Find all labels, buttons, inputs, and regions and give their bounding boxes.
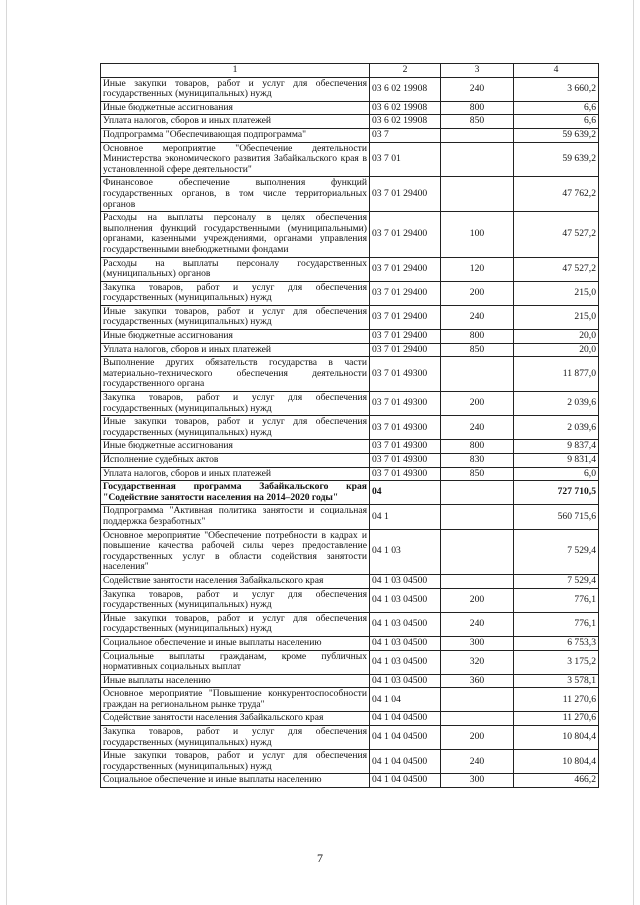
row-amount: 3 660,2 [514, 77, 599, 101]
table-row [101, 212, 599, 257]
row-name: Уплата налогов, сборов и иных платежей [101, 115, 370, 129]
table-row [101, 305, 599, 329]
row-name: Иные закупки товаров, работ и услуг для обеспечения государственных (муниципальных) нужд [101, 416, 370, 440]
row-code: 03 6 02 19908 [370, 115, 441, 129]
row-amount: 6,0 [514, 467, 599, 481]
row-expense-type [441, 574, 514, 588]
row-code: 03 6 02 19908 [370, 77, 441, 101]
table-row [101, 257, 599, 281]
table-row [101, 392, 599, 416]
row-amount: 20,0 [514, 330, 599, 344]
row-code: 03 7 01 29400 [370, 281, 441, 305]
row-code: 04 1 04 04500 [370, 750, 441, 774]
row-amount: 10 804,4 [514, 726, 599, 750]
row-expense-type: 240 [441, 750, 514, 774]
table-row [101, 101, 599, 115]
row-expense-type [441, 177, 514, 212]
row-amount: 11 270,6 [514, 688, 599, 712]
table-header-row [101, 64, 599, 78]
header-cell-2: 2 [370, 64, 441, 78]
scan-edge-right [633, 0, 634, 905]
table-row [101, 330, 599, 344]
header-cell-1: 1 [101, 64, 370, 78]
row-expense-type: 200 [441, 588, 514, 612]
row-code: 04 [370, 481, 441, 505]
table-row [101, 650, 599, 674]
row-code: 04 1 04 04500 [370, 774, 441, 788]
row-name: Основное мероприятие "Повышение конкурентоспособности граждан на региональном рынке труда" [101, 688, 370, 712]
row-expense-type [441, 481, 514, 505]
row-code: 04 1 03 [370, 529, 441, 574]
row-amount: 47 527,2 [514, 212, 599, 257]
row-expense-type [441, 142, 514, 177]
table-row [101, 416, 599, 440]
row-expense-type: 240 [441, 416, 514, 440]
row-amount: 59 639,2 [514, 128, 599, 142]
row-expense-type: 300 [441, 636, 514, 650]
table-row [101, 636, 599, 650]
row-name: Содействие занятости населения Забайкальского края [101, 574, 370, 588]
table-row [101, 750, 599, 774]
row-amount: 3 175,2 [514, 650, 599, 674]
row-expense-type: 360 [441, 674, 514, 688]
row-expense-type: 850 [441, 467, 514, 481]
table-row [101, 688, 599, 712]
row-name: Уплата налогов, сборов и иных платежей [101, 343, 370, 357]
row-code: 03 7 [370, 128, 441, 142]
row-code: 03 7 01 49300 [370, 357, 441, 392]
row-expense-type [441, 357, 514, 392]
row-amount: 7 529,4 [514, 574, 599, 588]
row-expense-type [441, 529, 514, 574]
row-amount: 7 529,4 [514, 529, 599, 574]
row-amount: 20,0 [514, 343, 599, 357]
row-name: Закупка товаров, работ и услуг для обеспечения государственных (муниципальных) нужд [101, 588, 370, 612]
row-expense-type: 200 [441, 281, 514, 305]
table-row [101, 128, 599, 142]
row-name: Уплата налогов, сборов и иных платежей [101, 467, 370, 481]
row-name: Государственная программа Забайкальского края "Содействие занятости населения на 2014–2020 годы" [101, 481, 370, 505]
scan-edge-left [6, 0, 7, 905]
row-expense-type [441, 712, 514, 726]
table-row [101, 612, 599, 636]
row-name: Расходы на выплаты персоналу в целях обеспечения выполнения функций государственными (муниципальными) органами, казенными учреждениями, органами управления государственными внебюджетными фондами [101, 212, 370, 257]
table-row [101, 529, 599, 574]
row-code: 03 7 01 29400 [370, 343, 441, 357]
row-amount: 215,0 [514, 305, 599, 329]
row-code: 03 7 01 29400 [370, 330, 441, 344]
budget-table [100, 63, 599, 788]
row-amount: 6 753,3 [514, 636, 599, 650]
row-name: Исполнение судебных актов [101, 454, 370, 468]
row-expense-type: 850 [441, 343, 514, 357]
row-name: Социальное обеспечение и иные выплаты населению [101, 636, 370, 650]
row-code: 03 7 01 29400 [370, 257, 441, 281]
row-name: Подпрограмма "Обеспечивающая подпрограмма" [101, 128, 370, 142]
row-code: 03 6 02 19908 [370, 101, 441, 115]
table-row [101, 505, 599, 529]
row-amount: 9 831,4 [514, 454, 599, 468]
table-row [101, 574, 599, 588]
row-expense-type: 800 [441, 101, 514, 115]
row-name: Закупка товаров, работ и услуг для обеспечения государственных (муниципальных) нужд [101, 726, 370, 750]
table-row [101, 142, 599, 177]
row-code: 04 1 03 04500 [370, 612, 441, 636]
row-expense-type [441, 505, 514, 529]
row-code: 04 1 04 04500 [370, 712, 441, 726]
table-row [101, 674, 599, 688]
row-code: 04 1 [370, 505, 441, 529]
table-row [101, 343, 599, 357]
row-name: Иные закупки товаров, работ и услуг для обеспечения государственных (муниципальных) нужд [101, 305, 370, 329]
row-code: 03 7 01 29400 [370, 177, 441, 212]
table-row [101, 115, 599, 129]
page-number: 7 [317, 851, 323, 865]
row-name: Основное мероприятие "Обеспечение потребности в кадрах и повышение качества рабочей силы через предоставление государственных услуг в области содействия занятости населения" [101, 529, 370, 574]
row-code: 03 7 01 49300 [370, 467, 441, 481]
row-code: 04 1 03 04500 [370, 574, 441, 588]
row-name: Иные бюджетные ассигнования [101, 440, 370, 454]
row-amount: 9 837,4 [514, 440, 599, 454]
row-code: 03 7 01 49300 [370, 440, 441, 454]
table-row [101, 77, 599, 101]
row-expense-type: 800 [441, 440, 514, 454]
row-amount: 11 877,0 [514, 357, 599, 392]
row-expense-type: 800 [441, 330, 514, 344]
row-code: 03 7 01 29400 [370, 305, 441, 329]
row-amount: 776,1 [514, 588, 599, 612]
row-expense-type: 240 [441, 305, 514, 329]
table-row [101, 588, 599, 612]
header-cell-3: 3 [441, 64, 514, 78]
row-code: 04 1 04 04500 [370, 726, 441, 750]
row-amount: 560 715,6 [514, 505, 599, 529]
row-code: 04 1 03 04500 [370, 636, 441, 650]
row-name: Иные выплаты населению [101, 674, 370, 688]
row-amount: 2 039,6 [514, 416, 599, 440]
row-code: 04 1 04 [370, 688, 441, 712]
row-amount: 2 039,6 [514, 392, 599, 416]
row-name: Иные бюджетные ассигнования [101, 330, 370, 344]
row-amount: 466,2 [514, 774, 599, 788]
row-name: Выполнение других обязательств государства в части материально-технического обеспечения деятельности государственного органа [101, 357, 370, 392]
table-row [101, 177, 599, 212]
row-amount: 47 527,2 [514, 257, 599, 281]
row-amount: 11 270,6 [514, 712, 599, 726]
row-name: Расходы на выплаты персоналу государственных (муниципальных) органов [101, 257, 370, 281]
row-expense-type: 830 [441, 454, 514, 468]
row-expense-type: 120 [441, 257, 514, 281]
row-code: 03 7 01 29400 [370, 212, 441, 257]
table-row [101, 481, 599, 505]
table-row [101, 440, 599, 454]
table-row [101, 712, 599, 726]
row-code: 04 1 03 04500 [370, 588, 441, 612]
row-amount: 6,6 [514, 115, 599, 129]
row-name: Финансовое обеспечение выполнения функций государственных органов, в том числе территориальных органов [101, 177, 370, 212]
row-expense-type: 240 [441, 77, 514, 101]
row-name: Подпрограмма "Активная политика занятости и социальная поддержка безработных" [101, 505, 370, 529]
row-expense-type: 850 [441, 115, 514, 129]
row-name: Иные закупки товаров, работ и услуг для обеспечения государственных (муниципальных) нужд [101, 750, 370, 774]
row-name: Социальные выплаты гражданам, кроме публичных нормативных социальных выплат [101, 650, 370, 674]
row-code: 04 1 03 04500 [370, 674, 441, 688]
row-code: 03 7 01 49300 [370, 454, 441, 468]
row-expense-type: 200 [441, 726, 514, 750]
row-amount: 6,6 [514, 101, 599, 115]
row-amount: 3 578,1 [514, 674, 599, 688]
row-name: Содействие занятости населения Забайкальского края [101, 712, 370, 726]
row-code: 03 7 01 49300 [370, 416, 441, 440]
row-expense-type: 100 [441, 212, 514, 257]
row-name: Закупка товаров, работ и услуг для обеспечения государственных (муниципальных) нужд [101, 392, 370, 416]
table-row [101, 357, 599, 392]
row-expense-type [441, 128, 514, 142]
row-expense-type: 200 [441, 392, 514, 416]
row-code: 04 1 03 04500 [370, 650, 441, 674]
row-name: Основное мероприятие "Обеспечение деятельности Министерства экономического развития Забайкальского края в установленной сфере деятельности" [101, 142, 370, 177]
row-name: Закупка товаров, работ и услуг для обеспечения государственных (муниципальных) нужд [101, 281, 370, 305]
table-row [101, 281, 599, 305]
row-expense-type: 240 [441, 612, 514, 636]
row-amount: 47 762,2 [514, 177, 599, 212]
row-code: 03 7 01 49300 [370, 392, 441, 416]
header-cell-4: 4 [514, 64, 599, 78]
budget-table-body [101, 64, 599, 788]
row-name: Иные бюджетные ассигнования [101, 101, 370, 115]
row-amount: 59 639,2 [514, 142, 599, 177]
row-expense-type: 300 [441, 774, 514, 788]
row-amount: 727 710,5 [514, 481, 599, 505]
row-name: Иные закупки товаров, работ и услуг для обеспечения государственных (муниципальных) нужд [101, 612, 370, 636]
table-row [101, 774, 599, 788]
row-amount: 215,0 [514, 281, 599, 305]
row-amount: 10 804,4 [514, 750, 599, 774]
table-row [101, 467, 599, 481]
row-name: Социальное обеспечение и иные выплаты населению [101, 774, 370, 788]
table-row [101, 726, 599, 750]
row-expense-type [441, 688, 514, 712]
row-amount: 776,1 [514, 612, 599, 636]
table-row [101, 454, 599, 468]
row-expense-type: 320 [441, 650, 514, 674]
row-code: 03 7 01 [370, 142, 441, 177]
row-name: Иные закупки товаров, работ и услуг для обеспечения государственных (муниципальных) нужд [101, 77, 370, 101]
